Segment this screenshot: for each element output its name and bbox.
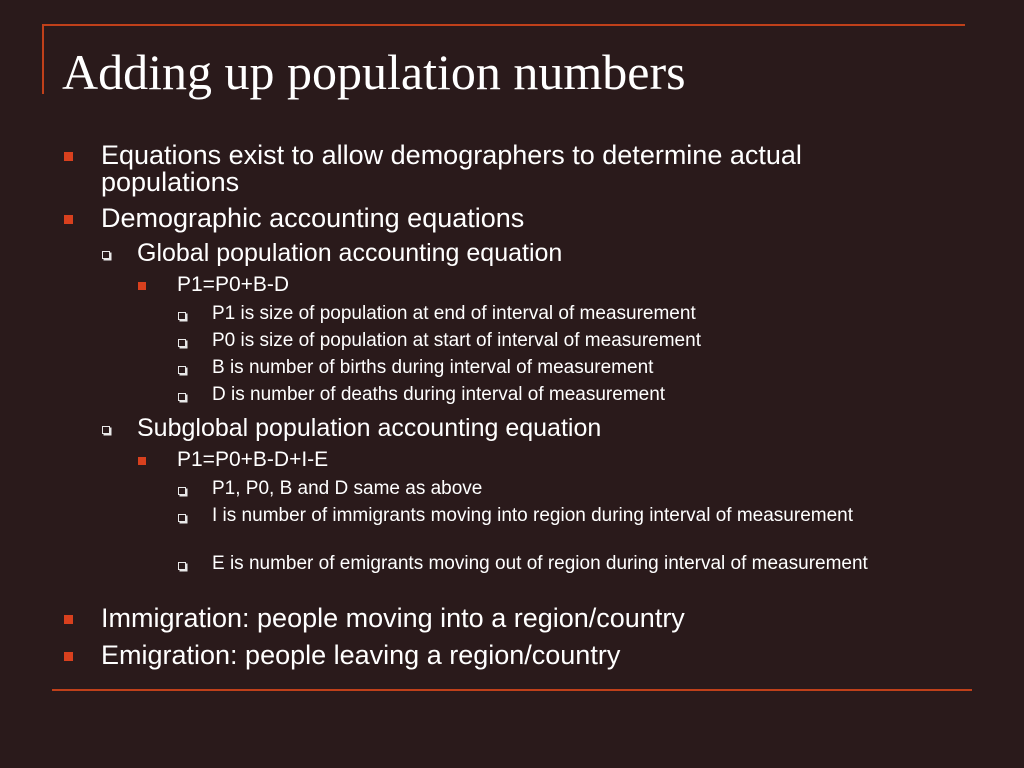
bullet-text: P1=P0+B-D+I-E [177, 448, 329, 471]
bullet-text: P0 is size of population at start of interval of measurement [212, 330, 701, 351]
filled-square-bullet-icon [138, 282, 146, 290]
bullet-text: Global population accounting equation [137, 239, 563, 267]
bullet-text: P1, P0, B and D same as above [212, 478, 483, 499]
frame-bottom-line [52, 689, 972, 691]
hollow-square-bullet-icon [178, 393, 186, 401]
frame-top-line [42, 24, 965, 26]
hollow-square-bullet-icon [102, 426, 110, 434]
bullet-text: B is number of births during interval of measurement [212, 357, 654, 378]
bullet-item [212, 385, 902, 405]
filled-square-bullet-icon [64, 615, 73, 624]
bullet-item [137, 240, 897, 266]
bullet-text: Demographic accounting equations [101, 203, 525, 233]
bullet-text: D is number of deaths during interval of measurement [212, 384, 666, 405]
bullet-item [212, 331, 902, 351]
hollow-square-bullet-icon [178, 487, 186, 495]
bullet-item [101, 642, 891, 669]
bullet-text: Equations exist to allow demographers to determine actual populations [101, 140, 802, 197]
bullet-text: P1 is size of population at end of interval of measurement [212, 303, 696, 324]
bullet-item [177, 274, 937, 296]
hollow-square-bullet-icon [178, 562, 186, 570]
bullet-item [212, 358, 902, 378]
bullet-item [212, 506, 902, 526]
bullet-text: P1=P0+B-D [177, 273, 290, 296]
bullet-item [177, 449, 937, 471]
bullet-text: Emigration: people leaving a region/country [101, 640, 621, 670]
bullet-text: Subglobal population accounting equation [137, 414, 602, 442]
bullet-item [212, 479, 902, 499]
slide-title: Adding up population numbers [62, 44, 686, 100]
bullet-text: E is number of emigrants moving out of region during interval of measurement [212, 553, 868, 574]
bullet-item [212, 554, 902, 574]
hollow-square-bullet-icon [178, 514, 186, 522]
filled-square-bullet-icon [64, 652, 73, 661]
bullet-text: Immigration: people moving into a region/country [101, 603, 685, 633]
filled-square-bullet-icon [64, 215, 73, 224]
hollow-square-bullet-icon [178, 339, 186, 347]
bullet-item [101, 605, 891, 632]
bullet-item [101, 142, 891, 196]
hollow-square-bullet-icon [102, 251, 110, 259]
frame-left-line [42, 24, 44, 94]
bullet-item [101, 205, 891, 232]
bullet-item [137, 415, 897, 441]
filled-square-bullet-icon [138, 457, 146, 465]
bullet-text: I is number of immigrants moving into region during interval of measurement [212, 505, 854, 526]
hollow-square-bullet-icon [178, 312, 186, 320]
hollow-square-bullet-icon [178, 366, 186, 374]
filled-square-bullet-icon [64, 152, 73, 161]
bullet-item [212, 304, 902, 324]
